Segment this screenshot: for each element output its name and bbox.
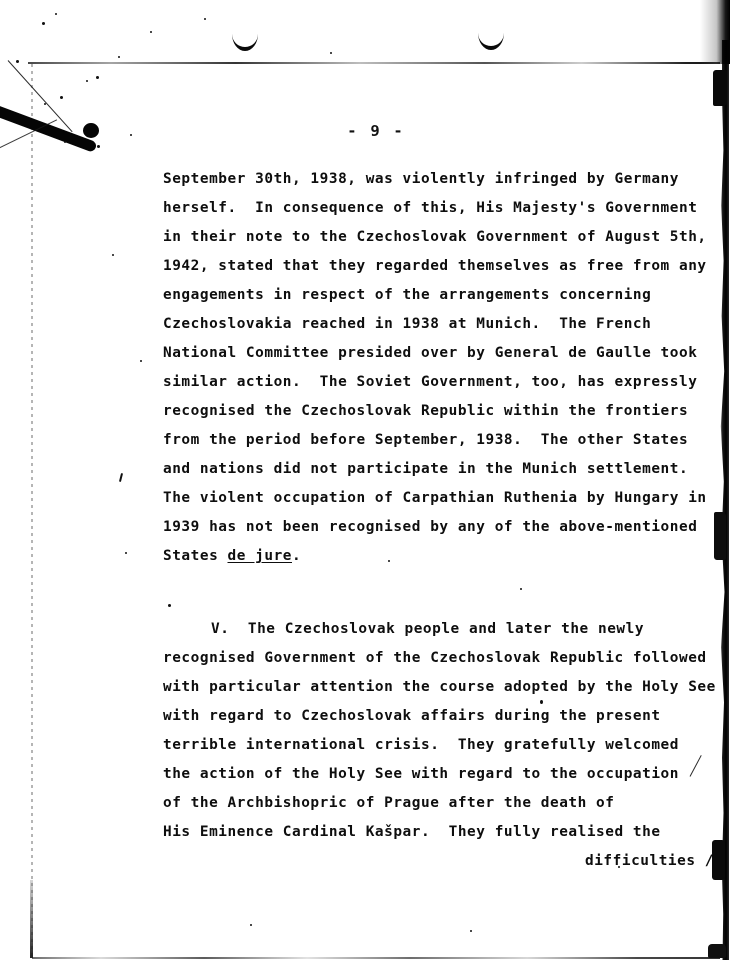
text-line: Czechoslovakia reached in 1938 at Munich. The French: [163, 316, 652, 332]
paragraph-five: [163, 615, 723, 847]
text-prefix: States: [163, 548, 228, 564]
text-line: with regard to Czechoslovak affairs during the present: [163, 708, 661, 724]
text-line: from the period before September, 1938. The other States: [163, 432, 689, 448]
text-line: 1939 has not been recognised by any of the above-mentioned: [163, 519, 698, 535]
text-line: terrible international crisis. They gratefully welcomed: [163, 737, 679, 753]
text-line: 1942, stated that they regarded themselves as free from any: [163, 258, 707, 274]
latin-term-de-jure: de jure: [227, 548, 292, 564]
text-line: His Eminence Cardinal Kašpar. They fully realised the: [163, 824, 661, 840]
text-line: and nations did not participate in the Munich settlement.: [163, 461, 689, 477]
paragraph-continued: [163, 165, 723, 571]
text-line: in their note to the Czechoslovak Government of August 5th,: [163, 229, 707, 245]
text-line: the action of the Holy See with regard to the occupation: [163, 766, 679, 782]
text-line: similar action. The Soviet Government, too, has expressly: [163, 374, 698, 390]
text-line: recognised the Czechoslovak Republic within the frontiers: [163, 403, 689, 419]
catchword-closing-line: difficulties /: [585, 853, 714, 869]
text-line: V. The Czechoslovak people and later the newly: [211, 621, 645, 637]
text-suffix: .: [292, 548, 302, 564]
text-line: The violent occupation of Carpathian Ruthenia by Hungary in: [163, 490, 707, 506]
text-line-final: [163, 542, 723, 571]
text-line: National Committee presided over by General de Gaulle took: [163, 345, 698, 361]
text-line: of the Archbishopric of Prague after the death of: [163, 795, 615, 811]
text-line: herself. In consequence of this, His Majesty's Government: [163, 200, 698, 216]
text-line: with particular attention the course adopted by the Holy See: [163, 679, 716, 695]
text-line: recognised Government of the Czechoslovak Republic followed: [163, 650, 707, 666]
text-line: engagements in respect of the arrangements concerning: [163, 287, 652, 303]
page-number: - 9 -: [347, 122, 405, 140]
text-line: September 30th, 1938, was violently infringed by Germany: [163, 171, 679, 187]
